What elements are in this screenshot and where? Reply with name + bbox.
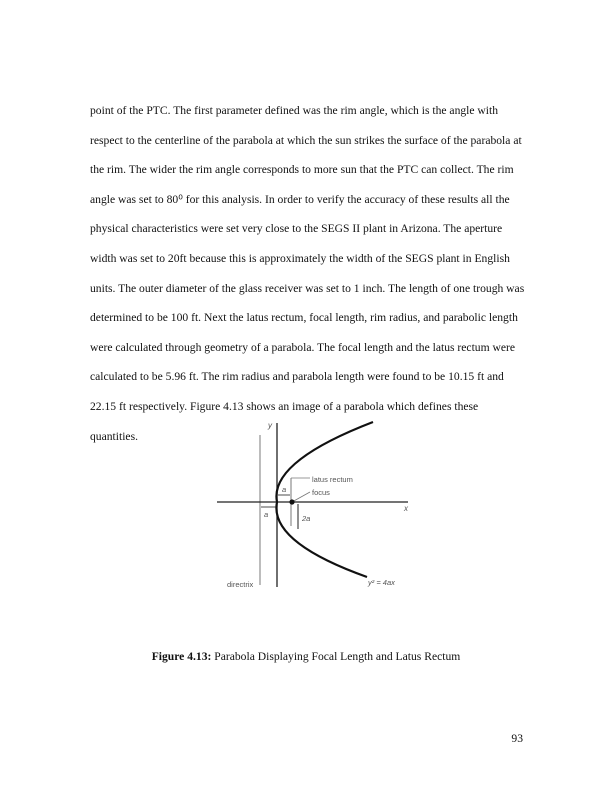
text-line: 22.15 ft respectively. Figure 4.13 shows an image of a parabola which defines these [90, 399, 479, 413]
text-line: were calculated through geometry of a parabola. The focal length and the latus rectum were [90, 340, 516, 354]
body-paragraph [90, 96, 530, 451]
text-line: units. The outer diameter of the glass receiver was set to 1 inch. The length of one trough was [90, 281, 525, 295]
text-line: respect to the centerline of the parabola at which the sun strikes the surface of the parabola at [90, 133, 522, 147]
figure-caption [0, 650, 612, 663]
text-line: the rim. The wider the rim angle corresponds to more sun that the PTC can collect. The rim [90, 163, 514, 177]
a-label: a [264, 510, 269, 519]
caption-text: Parabola Displaying Focal Length and Latus Rectum [211, 650, 461, 663]
text-line: quantities. [90, 429, 138, 443]
text-line: calculated to be 5.96 ft. The rim radius and parabola length were found to be 10.15 ft and [90, 370, 504, 384]
parabola-figure [200, 415, 410, 595]
text-line: determined to be 100 ft. Next the latus rectum, focal length, rim radius, and parabolic length [90, 311, 518, 325]
page-number: 93 [511, 732, 523, 745]
equation-label: y² = 4ax [368, 578, 395, 587]
focus-point [289, 499, 294, 504]
a-label: a [282, 485, 287, 494]
x-label: x [404, 504, 408, 513]
text-line: physical characteristics were set very close to the SEGS II plant in Arizona. The aperture [90, 222, 503, 236]
two-a-label: 2a [302, 514, 311, 523]
caption-label: Figure 4.13: [151, 650, 212, 663]
directrix-label: directrix [227, 580, 254, 589]
y-label: y [268, 421, 272, 430]
text-line: angle was set to 80⁰ for this analysis. In order to verify the accuracy of these results all the [90, 192, 510, 206]
text-line: point of the PTC. The first parameter defined was the rim angle, which is the angle with [90, 104, 499, 117]
focus-label: focus [312, 488, 330, 497]
latus-rectum-label: latus rectum [312, 475, 353, 484]
text-line: width was set to 20ft because this is approximately the width of the SEGS plant in English [90, 251, 510, 265]
